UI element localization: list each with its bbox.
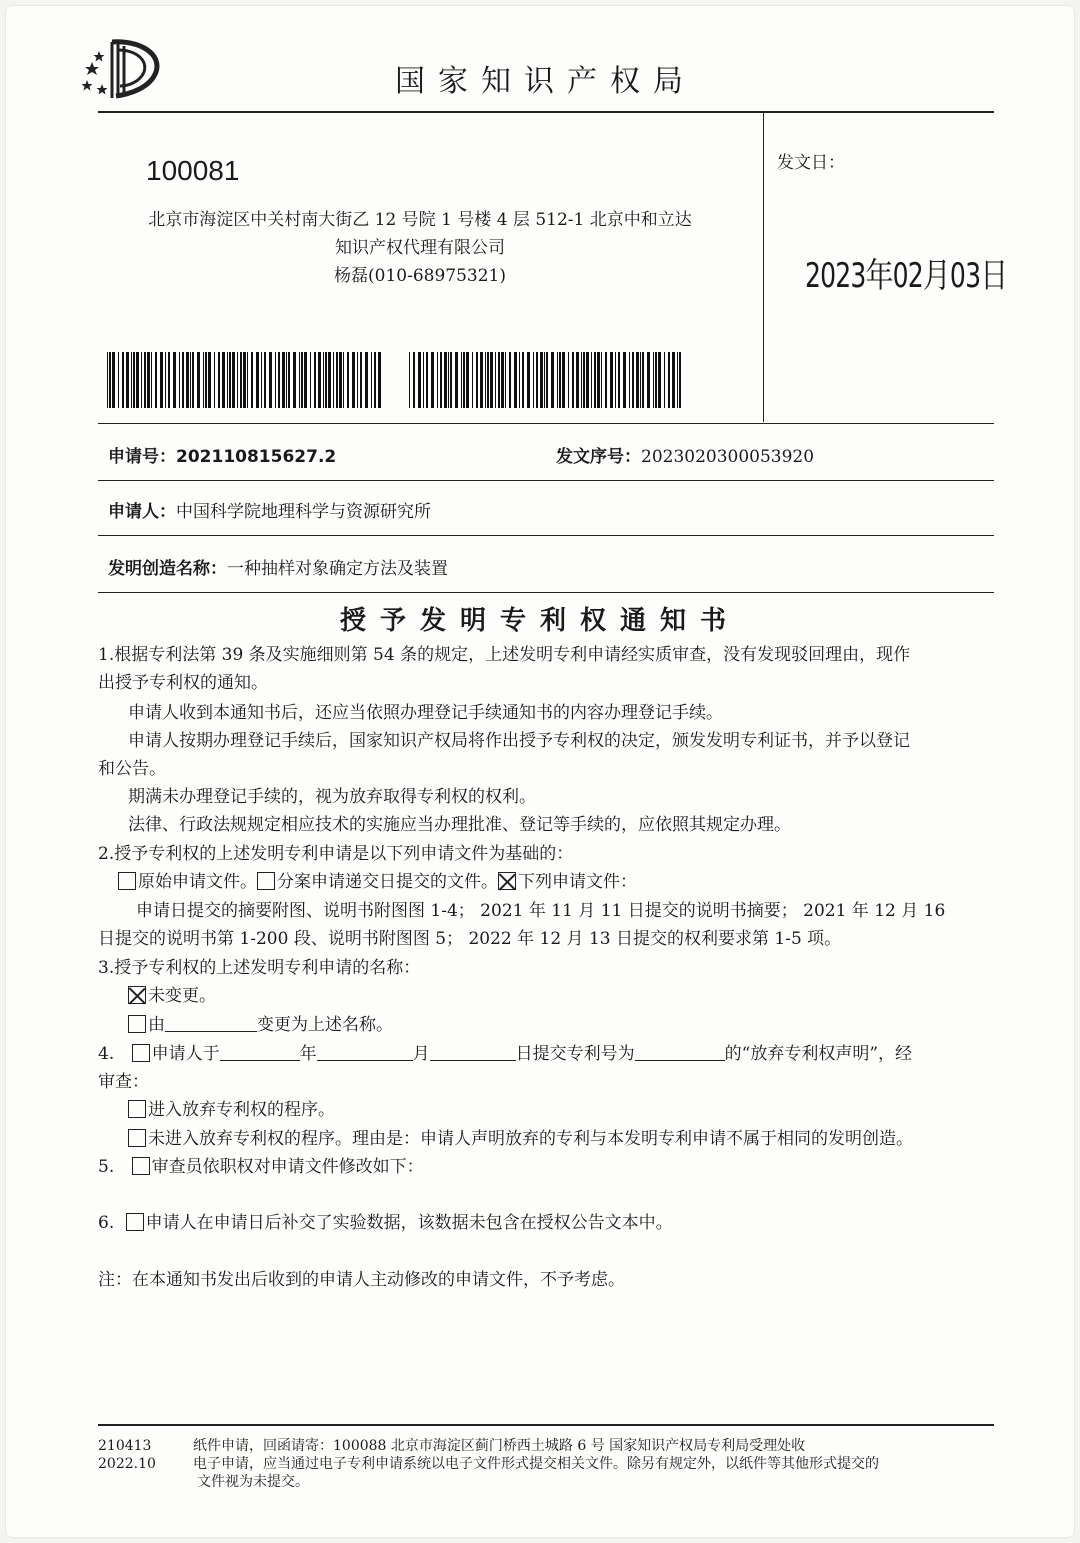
enter-waiver-label: 进入放弃专利权的程序。 <box>148 1100 335 1120</box>
barcode-bar <box>536 352 538 408</box>
agency-name: 国家知识产权局 <box>395 64 696 99</box>
barcode-bar <box>301 352 303 408</box>
section-2-options <box>118 868 1018 896</box>
barcode-bar <box>540 352 543 408</box>
barcode-bar <box>237 352 238 408</box>
recipient-address-line2: 知识产权代理有限公司 <box>335 238 505 258</box>
waiver-statement-text: 的“放弃专利权声明”，经 <box>724 1044 913 1064</box>
barcode-bar <box>155 352 157 408</box>
barcode-bar <box>179 352 180 408</box>
barcode-bar <box>677 352 678 408</box>
barcode-bar <box>444 352 447 408</box>
barcode-bar <box>112 352 115 408</box>
form-version: 2022.10 <box>98 1456 156 1472</box>
barcode-bar <box>357 352 358 408</box>
barcode-bar <box>205 352 207 408</box>
barcode-bar <box>371 352 372 408</box>
footer-paper-notice: 纸件申请，回函请寄：100088 北京市海淀区蓟门桥西土城路 6 号 国家知识产权局专利局受理处收 <box>193 1438 806 1454</box>
barcode-bar <box>109 352 111 408</box>
barcode-bar <box>343 352 344 408</box>
barcode-bar <box>576 352 579 408</box>
title-changed-prefix: 由 <box>148 1015 165 1035</box>
barcode-bar <box>107 352 108 408</box>
barcode-bar <box>208 352 211 408</box>
recipient-address-line1: 北京市海淀区中关村南大街乙 12 号院 1 号楼 4 层 512-1 北京中和立达 <box>148 210 692 230</box>
barcode-bar <box>118 352 119 408</box>
barcode-bar <box>282 352 285 408</box>
section-6-number: 6. <box>98 1213 115 1233</box>
barcode-bar <box>455 352 458 408</box>
barcode-bar <box>418 352 421 408</box>
barcode-bar <box>288 352 290 408</box>
row-divider <box>98 480 994 481</box>
waiver-year-blank[interactable] <box>220 1044 300 1061</box>
barcode-bar <box>466 352 469 408</box>
barcode-bar <box>658 352 661 408</box>
barcode-bar <box>323 352 324 408</box>
barcode-bar <box>527 352 530 408</box>
section-2-heading: 2.授予专利权的上述发明专利申请是以下列申请文件为基础的： <box>98 844 574 864</box>
barcode-bar <box>562 352 565 408</box>
barcode-bar <box>360 352 362 408</box>
section-3-heading: 3.授予专利权的上述发明专利申请的名称： <box>98 958 421 978</box>
barcode-application-number <box>107 352 382 408</box>
barcode-bar <box>618 352 620 408</box>
waiver-month-label: 月 <box>412 1044 430 1064</box>
barcode-bar <box>243 352 246 408</box>
barcode-bar <box>480 352 483 408</box>
barcode-bar <box>173 352 176 408</box>
barcode-bar <box>594 352 596 408</box>
barcode-bar <box>655 352 657 408</box>
section-6 <box>98 1209 998 1237</box>
barcode-bar <box>601 352 602 408</box>
barcode-bar <box>610 352 613 408</box>
experimental-data-label: 申请人在申请日后补交了实验数据，该数据未包含在授权公告文本中。 <box>145 1213 673 1233</box>
row-divider <box>98 535 994 536</box>
barcode-bar <box>653 352 654 408</box>
barcode-bar <box>378 352 381 408</box>
barcode-bar <box>514 352 517 408</box>
footer-electronic-notice-cont: 文件视为未提交。 <box>197 1474 309 1490</box>
barcode-bar <box>487 352 489 408</box>
barcode-bar <box>605 352 607 408</box>
barcode-bar <box>544 352 545 408</box>
barcode-bar <box>240 352 242 408</box>
issue-date: 2023年02月03日 <box>805 256 1008 296</box>
section-4-line1 <box>98 1040 998 1068</box>
applicant-label: 申请人： <box>108 502 176 522</box>
row-divider <box>98 423 994 424</box>
former-title-blank[interactable] <box>165 1015 257 1032</box>
barcode-bar <box>293 352 296 408</box>
paragraph-3-line1: 申请人按期办理登记手续后，国家知识产权局将作出授予专利权的决定，颁发发明专利证书，并予以登记 <box>128 731 910 751</box>
original-files-label: 原始申请文件。 <box>138 872 257 892</box>
waiver-applicant-text: 申请人于 <box>151 1044 220 1064</box>
paragraph-1-line1: 1.根据专利法第 39 条及实施细则第 54 条的规定，上述发明专利申请经实质审查，没有发现驳回理由，现作 <box>98 645 911 665</box>
barcode-bar <box>251 352 253 408</box>
barcode-bar <box>495 352 496 408</box>
barcode-bar <box>304 352 307 408</box>
barcode-bar <box>533 352 534 408</box>
barcode-bar <box>122 352 124 408</box>
barcode-bar <box>463 352 465 408</box>
barcode-bar <box>247 352 248 408</box>
barcode-bar <box>664 352 665 408</box>
barcode-bar <box>490 352 493 408</box>
barcode-bar <box>509 352 511 408</box>
barcode-bar <box>519 352 520 408</box>
barcode-bar <box>632 352 634 408</box>
title-changed-suffix: 变更为上述名称。 <box>257 1015 393 1035</box>
paragraph-3-line2: 和公告。 <box>98 759 166 779</box>
barcode-bar <box>461 352 462 408</box>
barcode-bar <box>131 352 132 408</box>
barcode-bar <box>126 352 129 408</box>
section-5 <box>98 1153 998 1181</box>
barcode-bar <box>586 352 589 408</box>
applicant-name: 中国科学院地理科学与资源研究所 <box>176 502 431 522</box>
form-code: 210413 <box>98 1438 152 1454</box>
invention-title-label: 发明创造名称： <box>108 559 227 579</box>
application-number: 202110815627.2 <box>176 447 337 467</box>
serial-number-row <box>556 442 814 467</box>
barcode-bar <box>168 352 170 408</box>
following-files-checkbox[interactable] <box>498 872 516 890</box>
barcode-bar <box>190 352 191 408</box>
barcode-bar <box>636 352 639 408</box>
barcode-bar <box>314 352 316 408</box>
barcode-bar <box>423 352 424 408</box>
barcode-bar <box>568 352 569 408</box>
barcode-bar <box>222 352 225 408</box>
barcode-bar <box>476 352 478 408</box>
barcode-bar <box>227 352 228 408</box>
barcode-bar <box>437 352 438 408</box>
barcode-bar <box>182 352 184 408</box>
barcode-bar <box>450 352 452 408</box>
waiver-checkbox[interactable] <box>132 1044 150 1062</box>
experimental-data-checkbox[interactable] <box>126 1213 144 1231</box>
barcode-bar <box>325 352 327 408</box>
document-title: 授予发明专利权通知书 <box>339 606 740 636</box>
barcode-bar <box>551 352 554 408</box>
barcode-bar <box>141 352 142 408</box>
barcode-bar <box>339 352 342 408</box>
barcode-bar <box>365 352 368 408</box>
barcode-bar <box>572 352 574 408</box>
barcode-bar <box>151 352 152 408</box>
applicant-row <box>108 497 431 522</box>
barcode-bar <box>333 352 334 408</box>
barcode-bar <box>261 352 262 408</box>
barcode-bar <box>672 352 675 408</box>
original-files-checkbox[interactable] <box>118 872 136 890</box>
row-divider <box>98 592 994 593</box>
not-enter-waiver-label: 未进入放弃专利权的程序。理由是：申请人声明放弃的专利与本发明专利申请不属于相同的发明创造。 <box>148 1129 913 1149</box>
application-number-row <box>108 442 336 467</box>
title-changed-checkbox[interactable] <box>128 1015 146 1033</box>
barcode-bar <box>557 352 558 408</box>
recipient-contact: 杨磊(010-68975321) <box>334 266 506 286</box>
barcode-bar <box>275 352 276 408</box>
barcode-bar <box>214 352 215 408</box>
barcode-bar <box>559 352 561 408</box>
barcode-bar <box>147 352 150 408</box>
paragraph-4: 期满未办理登记手续的，视为放弃取得专利权的权利。 <box>128 787 536 807</box>
barcode-bar <box>668 352 670 408</box>
footer-divider <box>98 1424 994 1426</box>
title-unchanged-label: 未变更。 <box>148 986 216 1006</box>
barcode-bar <box>440 352 442 408</box>
barcode-bar <box>546 352 548 408</box>
divisional-files-label: 分案申请递交日提交的文件。 <box>277 872 498 892</box>
barcode-bar <box>501 352 504 408</box>
not-enter-waiver-checkbox[interactable] <box>128 1129 146 1147</box>
barcode-bar <box>581 352 582 408</box>
barcode-bar <box>328 352 331 408</box>
barcode-bar <box>485 352 486 408</box>
waiver-year-label: 年 <box>299 1044 317 1064</box>
section-2-detail-line2: 日提交的说明书第 1-200 段、说明书附图图 5； 2022 年 12 月 13 日提交的权利要求第 1-5 项。 <box>98 929 842 949</box>
barcode-bar <box>374 352 376 408</box>
barcode-bar <box>629 352 630 408</box>
barcode-bar <box>640 352 641 408</box>
barcode-bar <box>647 352 650 408</box>
barcode-bar <box>310 352 311 408</box>
barcode-bar <box>203 352 204 408</box>
barcode-bar <box>679 352 681 408</box>
footer-electronic-notice: 电子申请，应当通过电子专利申请系统以电子文件形式提交相关文件。除另有规定外，以纸件等其他形式提交的 <box>193 1456 879 1472</box>
barcode-bar <box>136 352 139 408</box>
serial-number-label: 发文序号： <box>556 447 641 467</box>
barcode-bar <box>498 352 500 408</box>
waiver-patent-number-blank[interactable] <box>635 1044 725 1061</box>
section-2-detail-line1: 申请日提交的摘要附图、说明书附图图 1-4； 2021 年 11 月 11 日提交的说明书摘要； 2021 年 12 月 16 <box>136 901 946 921</box>
barcode-bar <box>192 352 194 408</box>
section-4-option-not-enter <box>128 1125 1003 1153</box>
section-4-line2: 审查： <box>98 1072 149 1092</box>
barcode-bar <box>522 352 524 408</box>
paragraph-1-line2: 出授予专利权的通知。 <box>98 673 268 693</box>
barcode-bar <box>615 352 616 408</box>
section-3-option-unchanged <box>128 982 1028 1010</box>
invention-row <box>108 554 448 579</box>
barcode-bar <box>409 352 410 408</box>
section-5-number: 5. <box>98 1157 115 1177</box>
waiver-day-blank[interactable] <box>430 1044 516 1061</box>
barcode-bar <box>165 352 166 408</box>
barcode-bar <box>336 352 338 408</box>
barcode-bar <box>256 352 259 408</box>
invention-title: 一种抽样对象确定方法及装置 <box>227 559 448 579</box>
paragraph-5: 法律、行政法规规定相应技术的实施应当办理批准、登记等手续的，应依照其规定办理。 <box>128 815 791 835</box>
waiver-month-blank[interactable] <box>317 1044 413 1061</box>
barcode-serial-number <box>409 352 683 408</box>
barcode-bar <box>448 352 449 408</box>
barcode-bar <box>472 352 473 408</box>
barcode-bar <box>229 352 231 408</box>
divisional-files-checkbox[interactable] <box>257 872 275 890</box>
issue-box-divider <box>763 113 764 422</box>
following-files-label: 下列申请文件： <box>518 872 637 892</box>
barcode-bar <box>352 352 355 408</box>
barcode-bar <box>583 352 585 408</box>
waiver-day-label: 日提交专利号为 <box>515 1044 635 1064</box>
barcode-bar <box>218 352 220 408</box>
barcode-bar <box>269 352 272 408</box>
postal-code: 100081 <box>146 155 240 186</box>
application-number-label: 申请号： <box>108 447 176 467</box>
issue-date-label: 发文日： <box>777 153 845 173</box>
examiner-amendment-checkbox[interactable] <box>132 1157 150 1175</box>
barcode-bar <box>286 352 287 408</box>
barcode-bar <box>299 352 300 408</box>
serial-number: 2023020300053920 <box>641 447 815 467</box>
barcode-bar <box>431 352 434 408</box>
barcode-bar <box>426 352 428 408</box>
cnipa-logo-icon <box>78 38 162 102</box>
barcode-bar <box>597 352 600 408</box>
section-3-option-changed <box>128 1011 1028 1039</box>
barcode-bar <box>505 352 506 408</box>
barcode-bar <box>318 352 321 408</box>
barcode-bar <box>144 352 146 408</box>
barcode-bar <box>591 352 592 408</box>
barcode-bar <box>133 352 135 408</box>
section-4-option-enter <box>128 1096 1028 1124</box>
barcode-bar <box>623 352 626 408</box>
barcode-bar <box>197 352 200 408</box>
enter-waiver-checkbox[interactable] <box>128 1100 146 1118</box>
barcode-bar <box>160 352 163 408</box>
header-divider <box>98 111 994 113</box>
paragraph-2: 申请人收到本通知书后，还应当依照办理登记手续通知书的内容办理登记手续。 <box>128 703 723 723</box>
barcode-bar <box>264 352 266 408</box>
barcode-bar <box>186 352 189 408</box>
barcode-bar <box>232 352 235 408</box>
barcode-bar <box>278 352 280 408</box>
examiner-amendment-label: 审查员依职权对申请文件修改如下： <box>151 1157 424 1177</box>
note: 注：在本通知书发出后收到的申请人主动修改的申请文件，不予考虑。 <box>98 1270 625 1290</box>
title-unchanged-checkbox[interactable] <box>128 986 146 1004</box>
barcode-bar <box>642 352 644 408</box>
barcode-bar <box>347 352 349 408</box>
barcode-bar <box>413 352 415 408</box>
section-4-number: 4. <box>98 1044 115 1064</box>
